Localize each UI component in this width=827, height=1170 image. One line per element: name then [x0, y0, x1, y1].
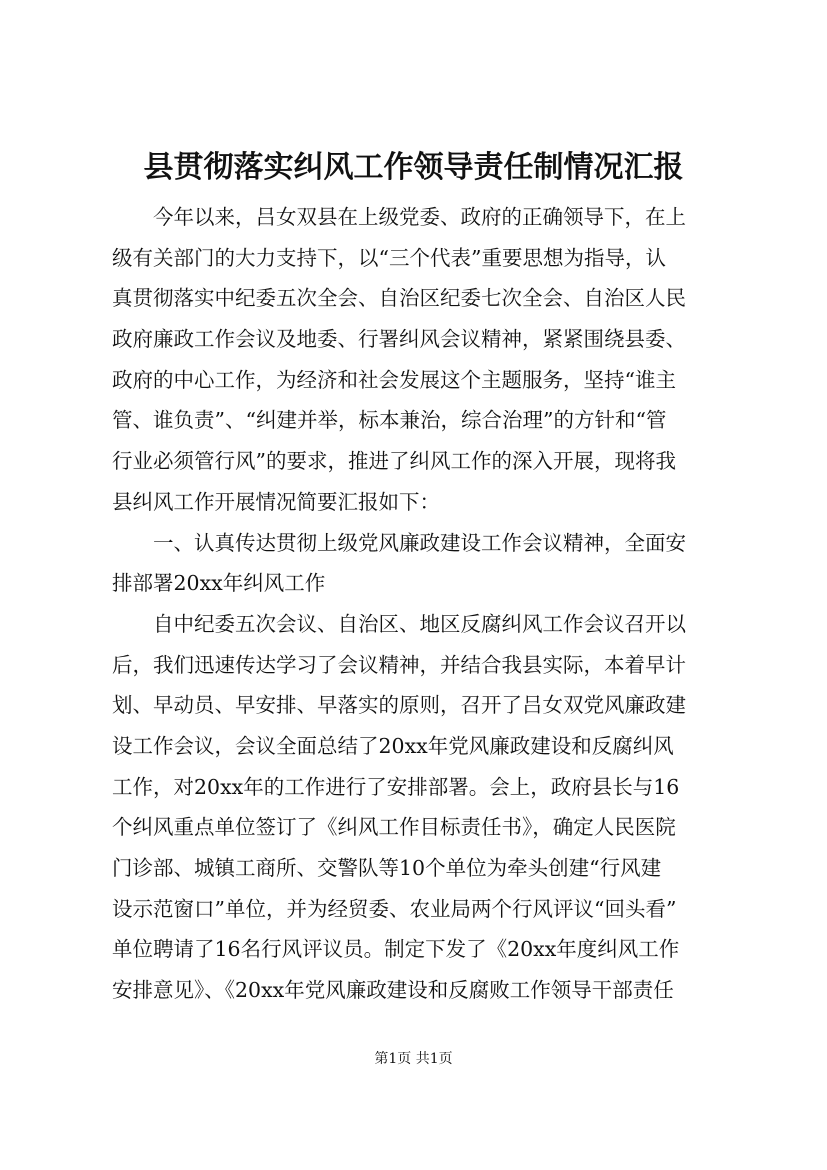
page-number-footer: 第1页 共1页	[374, 1051, 453, 1067]
body-line: 工作，对20xx年的工作进行了安排部署。会上，政府县长与16	[112, 774, 680, 799]
section-heading-line: 一、认真传达贯彻上级党风廉政建设工作会议精神，全面安	[112, 530, 686, 555]
body-line: 今年以来，吕女双县在上级党委、政府的正确领导下，在上	[112, 205, 686, 229]
body-line: 管、谁负责”、“纠建并举，标本兼治，综合治理”的方针和“管	[112, 408, 667, 433]
body-line: 级有关部门的大力支持下，以“三个代表”重要思想为指导，认	[112, 245, 666, 270]
body-line: 政府廉政工作会议及地委、行署纠风会议精神，紧紧围绕县委、	[112, 327, 686, 352]
body-line: 自中纪委五次会议、自治区、地区反腐纠风工作会议召开以	[112, 611, 686, 636]
body-line: 设示范窗口”单位，并为经贸委、农业局两个行风评议“回头看”	[112, 896, 677, 921]
section-heading-line: 排部署20xx年纠风工作	[112, 571, 326, 596]
body-line: 政府的中心工作，为经济和社会发展这个主题服务，坚持“谁主	[112, 367, 676, 392]
body-line: 县纠风工作开展情况简要汇报如下：	[112, 489, 440, 514]
body-line: 真贯彻落实中纪委五次全会、自治区纪委七次全会、自治区人民	[112, 286, 686, 311]
body-line: 单位聘请了16名行风评议员。制定下发了《20xx年度纠风工作	[112, 937, 680, 962]
body-line: 安排意见》、《20xx年党风廉政建设和反腐败工作领导干部责任	[112, 978, 674, 1003]
body-line: 行业必须管行风”的要求，推进了纠风工作的深入开展，现将我	[112, 449, 676, 474]
document-body	[112, 197, 732, 1011]
body-line: 后，我们迅速传达学习了会议精神，并结合我县实际，本着早计	[112, 652, 686, 677]
body-line: 划、早动员、早安排、早落实的原则，召开了吕女双党风廉政建	[112, 693, 686, 718]
document-title: 县贯彻落实纠风工作领导责任制情况汇报	[143, 150, 684, 185]
body-line: 设工作会议，会议全面总结了20xx年党风廉政建设和反腐纠风	[112, 733, 674, 758]
body-line: 门诊部、城镇工商所、交警队等10个单位为牵头创建“行风建	[112, 856, 662, 880]
body-line: 个纠风重点单位签订了《纠风工作目标责任书》，确定人民医院	[112, 815, 676, 840]
